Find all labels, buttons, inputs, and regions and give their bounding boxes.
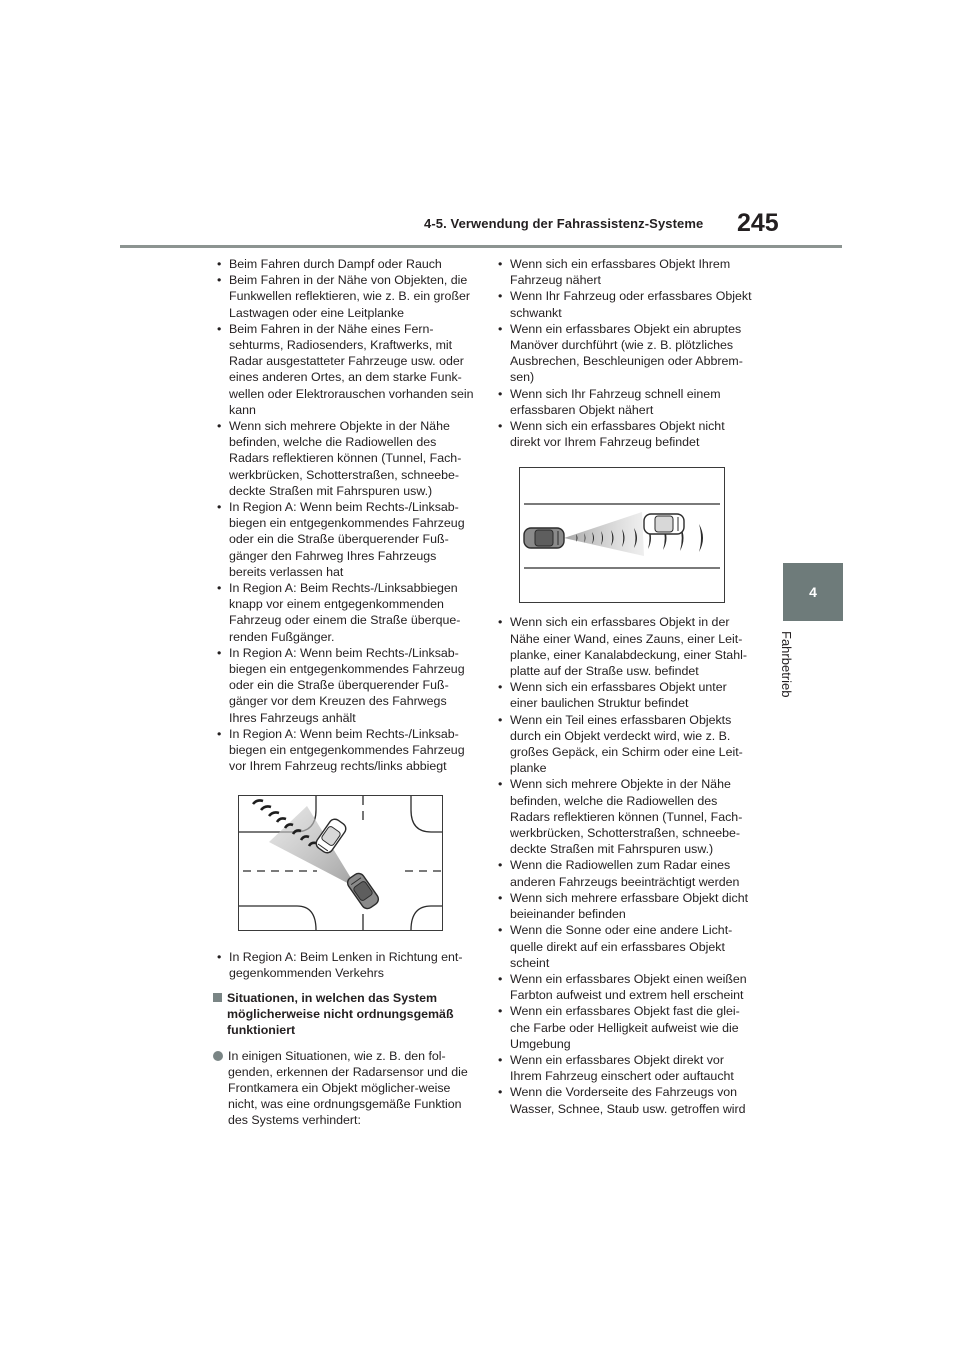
chapter-label-text: Fahrbetrieb (779, 631, 794, 698)
right-bullet-list (493, 256, 755, 450)
list-item: • Wenn sich mehrere Objekte in der Nähe befinden, welche die Radiowellen des Radars reflektieren können (Tunnel, Fach-werkbrücken, Schotterstraßen, schneebe-deckte Straßen mit Fahrspuren usw.) (493, 776, 755, 857)
section-heading (212, 990, 474, 1039)
chapter-tab[interactable]: 4 (783, 563, 843, 621)
offset-vehicle-svg (520, 468, 724, 602)
list-item: • Wenn sich Ihr Fahrzeug schnell einem erfassbaren Objekt nähert (493, 386, 755, 418)
intersection-turn-svg (239, 796, 442, 930)
road-corner-bottom-left (239, 906, 316, 930)
list-item: • Wenn sich ein erfassbares Objekt in der Nähe einer Wand, eines Zauns, einer Leit-planke, einer Kanalabdeckung, einer Stahl-platte auf der Straße usw. befindet (493, 614, 755, 679)
list-item: • Wenn sich mehrere erfassbare Objekt dicht beieinander befinden (493, 890, 755, 922)
intersection-turn-illustration (238, 795, 443, 931)
bullet-circle-icon (213, 1051, 223, 1061)
list-item: • In Region A: Beim Lenken in Richtung ent-gegenkommenden Verkehrs (212, 949, 474, 981)
list-item: • Wenn ein erfassbares Objekt ein abruptes Manöver durchführt (wie z. B. plötzliches Ausbrechen, Beschleunigen oder Abbrem-sen) (493, 321, 755, 386)
list-item: • Wenn sich mehrere Objekte in der Nähe befinden, welche die Radiowellen des Radars reflektieren können (Tunnel, Fach-werkbrücken, Schotterstraßen, schneebe-deckte Straßen mit Fahrspuren usw.) (212, 418, 474, 499)
list-item: • Wenn die Sonne oder eine andere Licht-quelle direkt auf ein erfassbares Objekt scheint (493, 922, 755, 971)
list-item: • Wenn die Radiowellen zum Radar eines anderen Fahrzeugs beeinträchtigt werden (493, 857, 755, 889)
section-title: 4-5. Verwendung der Fahrassistenz-Systeme (424, 216, 704, 231)
list-item: • Beim Fahren in der Nähe von Objekten, die Funkwellen reflektieren, wie z. B. ein großer Lastwagen oder eine Leitplanke (212, 272, 474, 321)
right-column (493, 256, 755, 1117)
lead-car-icon (644, 514, 684, 534)
right-bullet-list-2 (493, 614, 755, 1116)
left-column (212, 256, 474, 1129)
ego-car-icon (524, 528, 564, 548)
header-rule (120, 245, 842, 248)
list-item: • In Region A: Wenn beim Rechts-/Linksab-biegen ein entgegenkommendes Fahrzeug oder ein die Straße überquerender Fuß-gänger den Fahrweg Ihres Fahrzeugs bereits verlassen hat (212, 499, 474, 580)
left-bullet-list-2 (212, 949, 474, 981)
list-item: • Wenn sich ein erfassbares Objekt unter einer baulichen Struktur befindet (493, 679, 755, 711)
list-item: • Beim Fahren in der Nähe eines Fern-sehturms, Radiosenders, Kraftwerks, mit Radar ausgestatteter Fahrzeuge usw. oder eines anderen Ortes, an dem starke Funk-wellen oder Elektrorauschen vorhanden sein kann (212, 321, 474, 418)
page-number: 245 (737, 209, 779, 237)
list-item: • Wenn ein erfassbares Objekt fast die glei-che Farbe oder Helligkeit aufweist wie die Umgebung (493, 1003, 755, 1052)
list-item: • Wenn ein Teil eines erfassbaren Objekts durch ein Objekt verdeckt wird, wie z. B. großes Gepäck, ein Schirm oder eine Leit-planke (493, 712, 755, 777)
list-item: • In Region A: Wenn beim Rechts-/Linksab-biegen ein entgegenkommendes Fahrzeug oder ein die Straße überquerender Fuß-gänger vor dem Kreuzen des Fahrwegs Ihres Fahrzeugs anhält (212, 645, 474, 726)
list-item: • Wenn ein erfassbares Objekt einen weißen Farbton aufweist und extrem hell erscheint (493, 971, 755, 1003)
offset-vehicle-illustration (519, 467, 725, 603)
section-heading-text: Situationen, in welchen das System möglicherweise nicht ordnungsgemäß funktioniert (227, 990, 454, 1038)
list-item: • Wenn Ihr Fahrzeug oder erfassbares Objekt schwankt (493, 288, 755, 320)
list-item: • Wenn ein erfassbares Objekt direkt vor Ihrem Fahrzeug einschert oder auftaucht (493, 1052, 755, 1084)
intro-paragraph (212, 1048, 474, 1129)
intro-text: In einigen Situationen, wie z. B. den fol-genden, erkennen der Radarsensor und die Frontkamera ein Objekt möglicher-weise nicht, was eine ordnungsgemäße Funktion des Systems verhindert: (228, 1048, 468, 1128)
list-item: • In Region A: Beim Rechts-/Linksabbiegen knapp vor einem entgegenkommenden Fahrzeug oder einem die Straße überque-renden Fußgänger. (212, 580, 474, 645)
bullet-square-icon (213, 993, 222, 1002)
list-item: • Wenn die Vorderseite des Fahrzeugs von Wasser, Schnee, Staub usw. getroffen wird (493, 1084, 755, 1116)
road-corner-bottom-right (411, 906, 442, 930)
left-bullet-list (212, 256, 474, 775)
list-item: • Wenn sich ein erfassbares Objekt Ihrem Fahrzeug nähert (493, 256, 755, 288)
road-corner-top-right (411, 796, 442, 832)
chapter-label (779, 631, 804, 699)
list-item: • Wenn sich ein erfassbares Objekt nicht direkt vor Ihrem Fahrzeug befindet (493, 418, 755, 450)
list-item: • In Region A: Wenn beim Rechts-/Linksab-biegen ein entgegenkommendes Fahrzeug vor Ihrem Fahrzeug rechts/links abbiegt (212, 726, 474, 775)
list-item: • Beim Fahren durch Dampf oder Rauch (212, 256, 474, 272)
ego-car-icon (345, 871, 380, 911)
